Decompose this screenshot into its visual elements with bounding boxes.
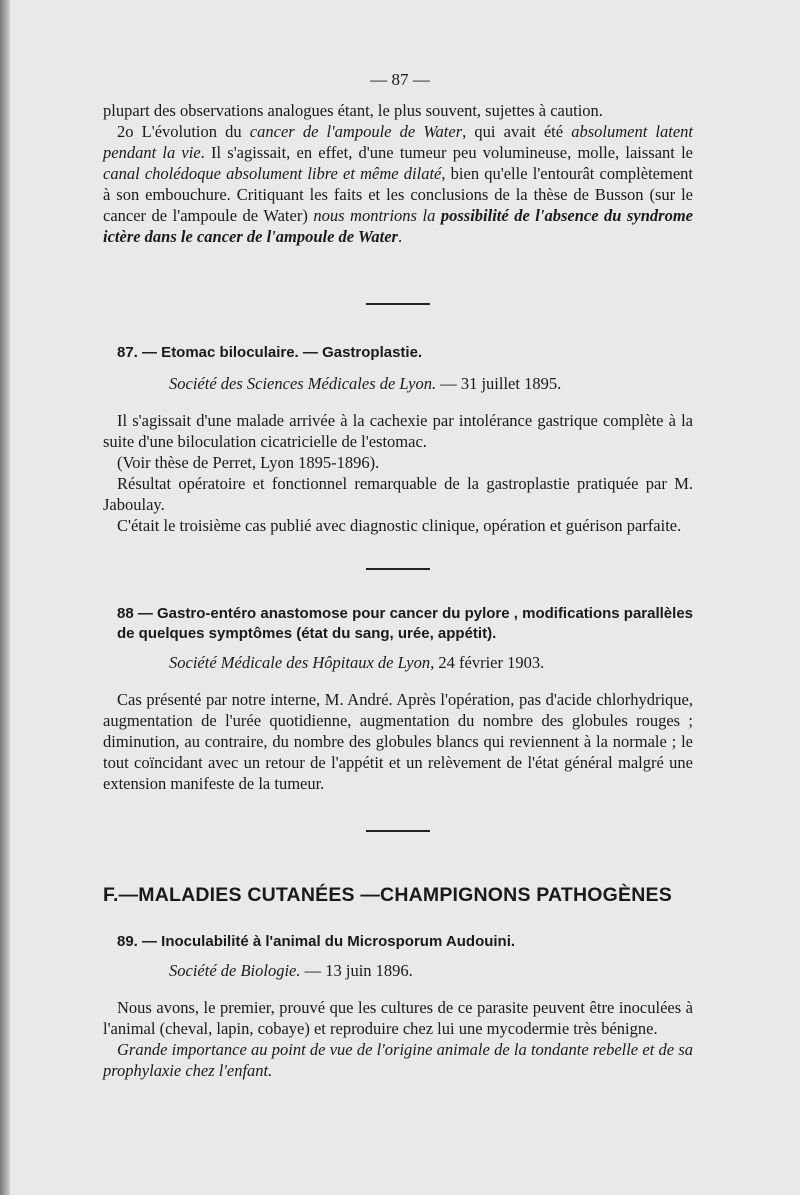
intro-section [103,100,693,247]
entry-87-heading: 87. — Etomac biloculaire. — Gastroplastie. [117,344,423,361]
intro-line: plupart des observations analogues étant, le plus souvent, sujettes à caution. [103,101,603,120]
separator-rule [366,830,430,832]
entry-89-heading: 89. — Inoculabilité à l'animal du Microsporum Audouini. [117,933,516,950]
entry-87-paragraph-4: C'était le troisième cas publié avec diagnostic clinique, opération et guérison parfaite. [117,516,682,535]
entry-88-venue: Société Médicale des Hôpitaux de Lyon, 24 février 1903. [169,653,545,672]
entry-89-paragraph-1: Nous avons, le premier, prouvé que les cultures de ce parasite peuvent être inoculées à l'animal (cheval, lapin, cobaye) et reproduire chez lui une mycodermie très bénigne. [103,998,693,1038]
entry-88-paragraph-1: Cas présenté par notre interne, M. André. Après l'opération, pas d'acide chlorhydrique, augmentation de l'urée quotidienne, augmentation du nombre des globules rouges ; diminution, au contraire, du nombre des globules blancs qui reviennent à la normale ; le tout coïncidant avec un retour de l'appétit et un relèvement de l'état général malgré une extension manifeste de la tumeur. [103,690,693,793]
entry-87-paragraph-1: Il s'agissait d'une malade arrivée à la cachexie par intolérance gastrique complète à la suite d'une biloculation cicatricielle de l'estomac. [103,411,693,451]
separator-rule [366,303,430,305]
entry-87-venue: Société des Sciences Médicales de Lyon. — 31 juillet 1895. [169,374,562,393]
intro-paragraph-2: 2o L'évolution du cancer de l'ampoule de Water, qui avait été absolument latent pendant la vie. Il s'agissait, en effet, d'une tumeur peu volumineuse, molle, laissant le canal cholédoque absolument libre et même dilaté, bien qu'elle l'entourât complètement à son embouchure. Critiquant les faits et les conclusions de la thèse de Busson (sur le cancer de l'ampoule de Water) nous montrions la possibilité de l'absence du syndrome ictère dans le cancer de l'ampoule de Water. [103,122,694,246]
entry-89 [103,932,693,1081]
entry-88 [103,604,693,794]
page-number: — 87 — [370,70,430,89]
separator-rule [366,568,430,570]
entry-87 [103,343,693,536]
entry-89-paragraph-2: Grande importance au point de vue de l'origine animale de la tondante rebelle et de sa prophylaxie chez l'enfant. [103,1040,693,1080]
entry-87-paragraph-2: (Voir thèse de Perret, Lyon 1895-1896). [117,453,380,472]
section-title: F.—MALADIES CUTANÉES —CHAMPIGNONS PATHOGÈNES [103,884,672,906]
entry-87-paragraph-3: Résultat opératoire et fonctionnel remarquable de la gastroplastie pratiquée par M. Jaboulay. [103,474,693,514]
entry-89-venue: Société de Biologie. — 13 juin 1896. [169,961,413,980]
entry-88-heading: 88 — Gastro-entéro anastomose pour cancer du pylore , modifications parallèles de quelques symptômes (état du sang, urée, appétit). [117,605,693,642]
